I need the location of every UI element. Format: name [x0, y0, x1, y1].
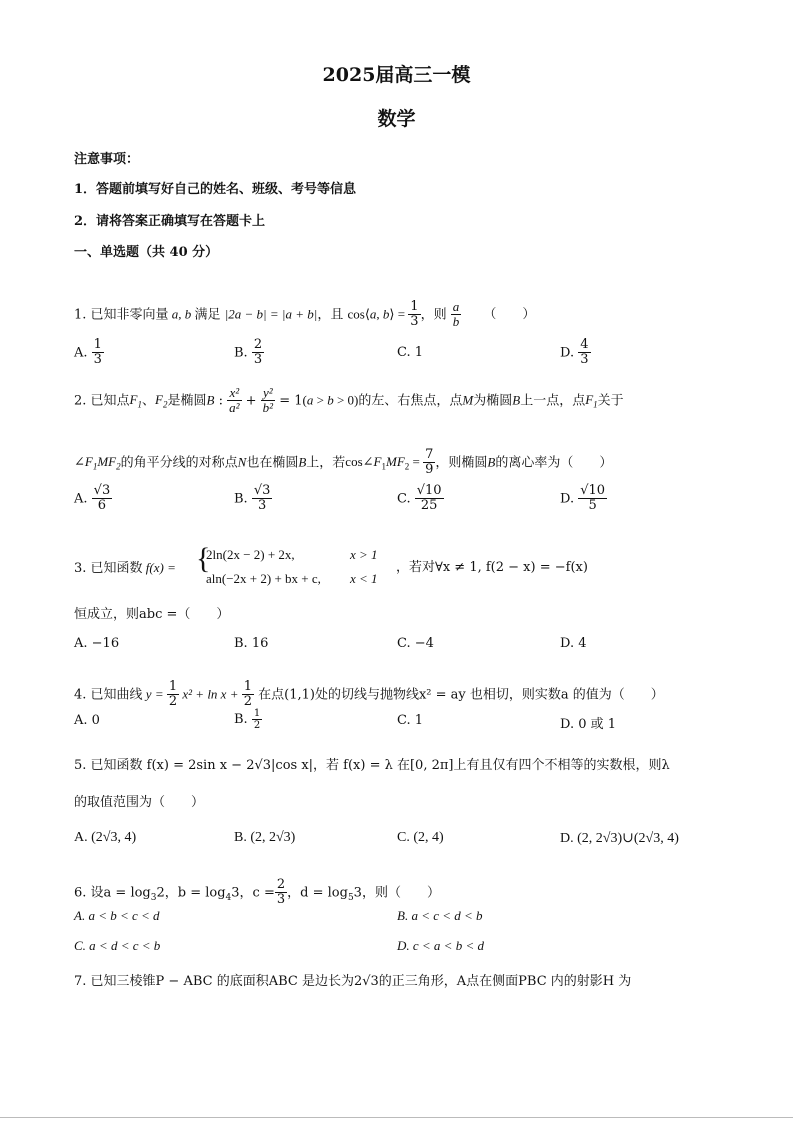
page-bottom-divider — [0, 1117, 793, 1118]
question-2-line-1: 2. 已知点$F_1$、$F_2$是椭圆B : $\frac{\text{x²}}{\text{a²}}$ + $\frac{\text{y²}}{\text{b²}}$ = 1(a > b > 0)的左、右焦点，点M为椭圆B上一点，点$F_1$关于 — [74, 385, 624, 416]
q2-option-c: C. $\frac{√10}{25}$ — [397, 483, 442, 514]
q2-option-d: D. $\frac{√10}{5}$ — [560, 483, 606, 514]
section-heading: 一、单选题（共 40 分） — [74, 245, 219, 260]
q2-option-b: B. $\frac{√3}{3}$ — [234, 483, 271, 514]
q1-cos-frac: $\frac{1}{3}$ — [410, 299, 419, 330]
question-4: 4. 已知曲线 y = $\frac{1}{2}$ x² + ln x + $\frac{1}{2}$ 在点(1,1)处的切线与抛物线x² = ay 也相切，则实数a 的值为（ ） — [74, 679, 664, 710]
q4-option-c: C. 1 — [397, 713, 424, 728]
exam-title: 2025届高三一模 — [322, 64, 471, 86]
q1-then: ，则 — [420, 307, 447, 323]
q3-piece-1: 2ln(2x − 2) + 2x, — [206, 547, 295, 562]
q4-option-d: D. 0 或 1 — [560, 717, 617, 732]
q3-cond-2: x < 1 — [350, 571, 378, 586]
q3-brace: { — [196, 542, 211, 575]
q4-option-a: A. 0 — [74, 713, 100, 728]
question-3-line-1: 3. 已知函数 f(x) = — [74, 560, 176, 576]
q5-option-c: C. (2, 4) — [397, 830, 444, 845]
q1-text: 1. 已知非零向量 — [74, 307, 169, 323]
q3-condition: ，若对∀x ≠ 1, f(2 − x) = −f(x) — [396, 560, 588, 575]
q3-option-c: C. −4 — [397, 636, 434, 651]
q6-option-a: A. a < b < c < d — [74, 908, 160, 923]
q2-option-a: A. $\frac{√3}{6}$ — [74, 483, 111, 514]
question-6: 6. 设$a = \log_32$，$b = \log_43$，c = $\frac{2}{3}$ ，$d = \log_53$，则（ ） — [74, 877, 440, 908]
question-2-line-2: $\angle F_1MF_2$的角平分线的对称点N也在椭圆B上，若$\cos\angle F_1MF_2$ = $\frac{7}{9}$ ，则椭圆B的离心率为（ ） — [74, 447, 613, 478]
q5-option-a: A. (2√3, 4) — [74, 830, 137, 845]
q6-option-b: B. a < c < d < b — [397, 908, 483, 923]
q6-option-c: C. a < d < c < b — [74, 938, 161, 953]
question-5-line-1: 5. 已知函数 f(x) = 2sin x − 2√3|cos x|，若 f(x) = λ 在[0, 2π]上有且仅有四个不相等的实数根，则λ — [74, 758, 670, 773]
notice-item-1: 1．答题前填写好自己的姓名、班级、考号等信息 — [74, 182, 357, 197]
q5-option-d: D. (2, 2√3)∪(2√3, 4) — [560, 831, 679, 846]
q3-option-b: B. 16 — [234, 636, 269, 651]
q6-option-d: D. c < a < b < d — [397, 938, 484, 953]
q3-piece-2: aln(−2x + 2) + bx + c, — [206, 571, 321, 586]
q4-option-b: B. $\frac{1}{2}$ — [234, 708, 261, 731]
q1-option-a: A. $\frac{1}{3}$ — [74, 337, 102, 368]
question-3-line-2: 恒成立，则abc =（ ） — [74, 607, 230, 622]
q3-option-d: D. 4 — [560, 636, 587, 651]
question-1: 1. 已知非零向量 a, b 满足 |2a − b| = |a + b|，且 cos⟨a, b⟩ = $\frac{1}{3}$ ，则 $\frac{a}{b}$ （ ） — [74, 299, 536, 330]
q3-option-a: A. −16 — [74, 636, 120, 651]
q1-option-d: D. $\frac{4}{3}$ — [560, 337, 589, 368]
q1-mid: 满足 — [194, 307, 221, 323]
notice-heading: 注意事项： — [74, 152, 140, 167]
question-5-line-2: 的取值范围为（ ） — [74, 795, 205, 810]
q1-and: ，且 — [317, 307, 344, 323]
q3-cond-1: x > 1 — [350, 547, 378, 562]
q1-option-b: B. $\frac{2}{3}$ — [234, 337, 263, 368]
q5-option-b: B. (2, 2√3) — [234, 830, 296, 845]
q1-blank: （ ） — [483, 307, 536, 323]
q1-ratio: $\frac{a}{b}$ — [452, 299, 460, 330]
exam-subject: 数学 — [377, 108, 416, 130]
question-7: 7. 已知三棱锥P − ABC 的底面积ABC 是边长为2√3的正三角形，A点在侧面PBC 内的射影H 为 — [74, 974, 632, 989]
q1-option-c: C. 1 — [397, 345, 424, 360]
notice-item-2: 2．请将答案正确填写在答题卡上 — [74, 214, 266, 229]
